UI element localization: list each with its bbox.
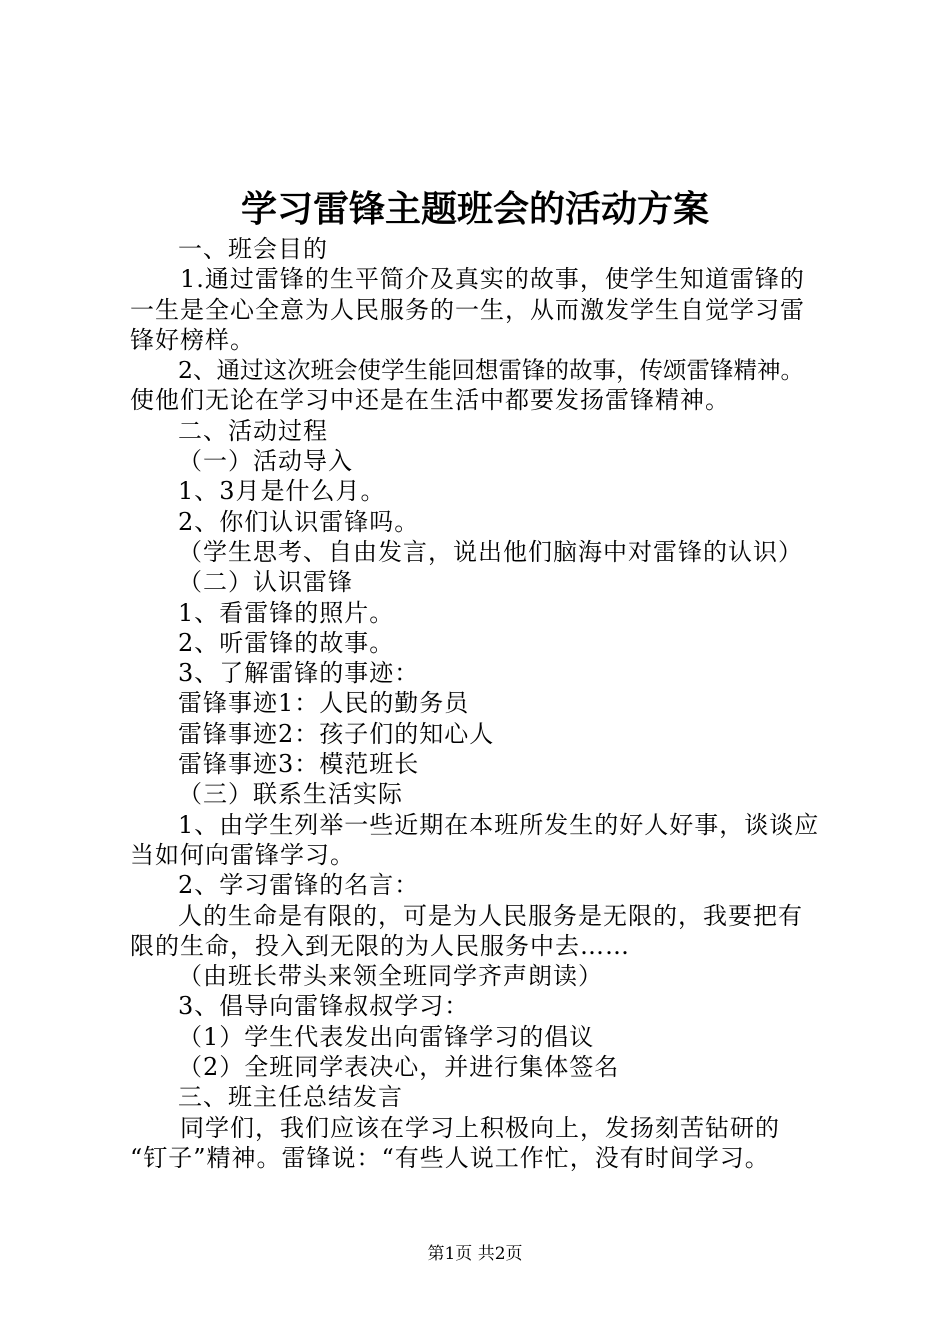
body-line: 3、了解雷锋的事迹： [178, 659, 420, 688]
body-line: 雷锋事迹3：模范班长 [178, 750, 420, 779]
body-line: （一）活动导入 [178, 447, 353, 476]
page-footer: 第1页 共2页 [427, 1244, 523, 1264]
document-body [130, 234, 835, 1173]
body-line: 一生是全心全意为人民服务的一生，从而激发学生自觉学习雷 [130, 295, 805, 324]
body-line: 2、通过这次班会使学生能回想雷锋的故事，传颂雷锋精神。 [178, 356, 804, 385]
body-line: 人的生命是有限的，可是为人民服务是无限的，我要把有 [178, 901, 803, 930]
body-line: 雷锋事迹2：孩子们的知心人 [178, 719, 495, 748]
body-line: 二、活动过程 [178, 416, 328, 445]
body-line: 限的生命，投入到无限的为人民服务中去…… [130, 931, 630, 960]
body-line: 2、听雷锋的故事。 [178, 628, 395, 657]
body-line: “钉子”精神。雷锋说：“有些人说工作忙，没有时间学习。 [130, 1143, 770, 1172]
body-line: 1、看雷锋的照片。 [178, 598, 395, 627]
body-line: 雷锋事迹1：人民的勤务员 [178, 689, 470, 718]
body-line: 三、班主任总结发言 [178, 1083, 403, 1112]
body-line: 一、班会目的 [178, 235, 328, 263]
body-line: （三）联系生活实际 [178, 780, 403, 809]
body-line: 2、学习雷锋的名言： [178, 871, 420, 900]
body-line: （1）学生代表发出向雷锋学习的倡议 [178, 1022, 595, 1051]
body-line: （学生思考、自由发言，说出他们脑海中对雷锋的认识） [178, 537, 803, 566]
body-line: 3、倡导向雷锋叔叔学习： [178, 992, 470, 1021]
body-line: （2）全班同学表决心，并进行集体签名 [178, 1053, 620, 1082]
body-line: 1.通过雷锋的生平简介及真实的故事，使学生知道雷锋的 [180, 265, 805, 294]
body-line: 使他们无论在学习中还是在生活中都要发扬雷锋精神。 [130, 386, 730, 415]
body-line: （由班长带头来领全班同学齐声朗读） [178, 962, 603, 991]
body-line: 2、你们认识雷锋吗。 [178, 507, 420, 536]
body-line: 锋好榜样。 [130, 325, 255, 354]
body-line: 当如何向雷锋学习。 [130, 840, 355, 869]
body-line: 1、3月是什么月。 [178, 477, 386, 506]
body-line: 1、由学生列举一些近期在本班所发生的好人好事，谈谈应 [178, 810, 820, 839]
body-line: 同学们，我们应该在学习上积极向上，发扬刻苦钻研的 [180, 1113, 780, 1142]
document-title: 学习雷锋主题班会的活动方案 [240, 188, 709, 230]
body-line: （二）认识雷锋 [178, 568, 353, 597]
